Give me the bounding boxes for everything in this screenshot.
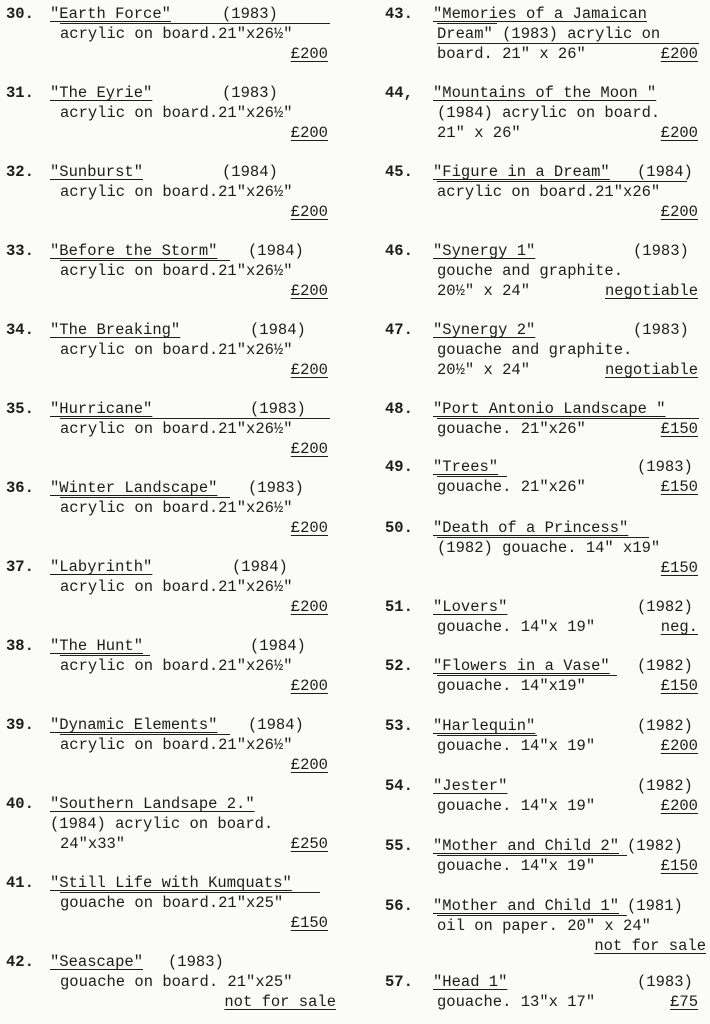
entry-medium: gouache. 13"x 17"	[437, 993, 596, 1011]
entry-number: 43.	[385, 5, 413, 23]
entry-year: (1984)	[637, 163, 693, 181]
medium-rule	[60, 497, 230, 498]
entry-number: 46.	[385, 242, 413, 260]
entry-medium: gouache and graphite.	[437, 341, 633, 359]
entry-year: (1983)	[222, 5, 278, 23]
entry-number: 56.	[385, 897, 413, 915]
entry-price: £150	[290, 914, 328, 932]
entry-number: 32.	[6, 163, 34, 181]
entry-detail: (1984) acrylic on board.	[50, 815, 274, 833]
entry-medium: gouache. 14"x 19"	[437, 857, 596, 875]
entry-detail: Dream" (1983) acrylic on	[437, 25, 661, 43]
entry-number: 35.	[6, 400, 34, 418]
entry-number: 36.	[6, 479, 34, 497]
entry-price: £200	[290, 282, 328, 300]
medium-rule	[437, 915, 627, 916]
entry-medium: acrylic on board.21"x26½"	[60, 104, 293, 122]
entry-title: "Dynamic Elements"	[50, 716, 218, 734]
entry-price: £150	[660, 478, 698, 496]
entry-year: (1983)	[222, 84, 278, 102]
entry-medium: acrylic on board.21"x26½"	[60, 262, 293, 280]
entry-price: £150	[660, 857, 698, 875]
medium-rule	[60, 260, 230, 261]
entry-title: "Labyrinth"	[50, 558, 153, 576]
entry-title: "Figure in a Dream"	[433, 163, 610, 181]
entry-title: "Earth Force"	[50, 5, 171, 23]
entry-price: negotiable	[604, 282, 698, 300]
entry-price: £75	[670, 993, 698, 1011]
medium-rule	[437, 418, 699, 419]
entry-detail: (1984) acrylic on board.	[437, 104, 661, 122]
entry-number: 47.	[385, 321, 413, 339]
entry-title: "Jester"	[433, 777, 508, 795]
entry-year: (1982)	[627, 837, 683, 855]
entry-medium: acrylic on board.21"x26½"	[60, 578, 293, 596]
entry-price: £200	[290, 124, 328, 142]
entry-year: (1981)	[627, 897, 683, 915]
catalogue-column-right	[385, 0, 710, 1024]
entry-price: £150	[660, 677, 698, 695]
entry-title: "Seascape"	[50, 953, 144, 971]
entry-title: "Head 1"	[433, 973, 508, 991]
entry-medium: gouache. 14"x 19"	[437, 618, 596, 636]
entry-title: "Synergy 2"	[433, 321, 536, 339]
entry-number: 52.	[385, 657, 413, 675]
entry-medium: acrylic on board.21"x26½"	[60, 657, 293, 675]
entry-year: (1984)	[222, 163, 278, 181]
entry-price: £200	[660, 203, 698, 221]
entry-title: "Winter Landscape"	[50, 479, 218, 497]
entry-medium: gouache on board. 21"x25"	[60, 973, 293, 991]
entry-medium: oil on paper. 20" x 24"	[437, 917, 651, 935]
entry-year: (1984)	[250, 321, 306, 339]
entry-medium: acrylic on board.21"x26½"	[60, 736, 293, 754]
entry-year: (1983)	[633, 242, 689, 260]
entry-number: 49.	[385, 458, 413, 476]
entry-title: "Mother and Child 1"	[433, 897, 620, 915]
entry-year: (1983)	[168, 953, 224, 971]
entry-number: 53.	[385, 717, 413, 735]
medium-rule	[437, 537, 649, 538]
entry-price: £200	[290, 677, 328, 695]
entry-price: £200	[660, 797, 698, 815]
entry-title: "Mother and Child 2"	[433, 837, 620, 855]
entry-number: 30.	[6, 5, 34, 23]
entry-title: "Sunburst"	[50, 163, 144, 181]
entry-title: "The Hunt"	[50, 637, 144, 655]
entry-dimensions: board. 21" x 26"	[437, 45, 586, 63]
entry-price: £150	[660, 559, 698, 577]
entry-price: £200	[660, 124, 698, 142]
entry-year: (1982)	[637, 717, 693, 735]
entry-title: "Flowers in a Vase"	[433, 657, 610, 675]
entry-number: 45.	[385, 163, 413, 181]
entry-number: 37.	[6, 558, 34, 576]
entry-price: £200	[660, 45, 698, 63]
entry-year: (1983)	[637, 973, 693, 991]
medium-rule	[437, 181, 687, 182]
entry-title: "Harlequin"	[433, 717, 536, 735]
entry-title: "Lovers"	[433, 598, 508, 616]
entry-number: 57.	[385, 973, 413, 991]
medium-rule	[437, 675, 617, 676]
entry-dimensions: 24"x33"	[60, 835, 126, 853]
entry-medium: gouache on board.21"x25"	[60, 894, 284, 912]
entry-title: "Synergy 1"	[433, 242, 536, 260]
entry-medium: gouache. 14"x 19"	[437, 737, 596, 755]
entry-title: "Still Life with Kumquats"	[50, 874, 292, 892]
entry-year: (1982)	[637, 657, 693, 675]
entry-year: (1984)	[248, 242, 304, 260]
entry-number: 55.	[385, 837, 413, 855]
entry-medium: gouache. 14"x19"	[437, 677, 586, 695]
entry-price: £200	[290, 598, 328, 616]
entry-number: 39.	[6, 716, 34, 734]
medium-rule	[437, 855, 627, 856]
entry-title: "Trees"	[433, 458, 499, 476]
entry-medium: acrylic on board.21"x26½"	[60, 499, 293, 517]
entry-number: 51.	[385, 598, 413, 616]
entry-dimensions: 20½" x 24"	[437, 361, 531, 379]
entry-dimensions: 20½" x 24"	[437, 282, 531, 300]
medium-rule	[60, 892, 320, 893]
entry-year: (1984)	[250, 637, 306, 655]
entry-number: 41.	[6, 874, 34, 892]
entry-title: "Mountains of the Moon "	[433, 84, 657, 102]
medium-rule	[60, 734, 230, 735]
entry-year: (1983)	[248, 479, 304, 497]
entry-year: (1983)	[250, 400, 306, 418]
medium-rule	[437, 23, 497, 24]
entry-number: 48.	[385, 400, 413, 418]
catalogue-column-left	[0, 0, 350, 1024]
entry-price: neg.	[660, 618, 698, 636]
entry-number: 31.	[6, 84, 34, 102]
entry-number: 40.	[6, 795, 34, 813]
entry-price: £250	[290, 835, 328, 853]
entry-price: £200	[290, 203, 328, 221]
entry-medium: gouache. 21"x26"	[437, 420, 586, 438]
entry-medium: gouache. 14"x 19"	[437, 797, 596, 815]
entry-medium: acrylic on board.21"x26½"	[60, 341, 293, 359]
entry-medium: acrylic on board.21"x26½"	[60, 420, 293, 438]
medium-rule	[60, 655, 150, 656]
entry-title: "Southern Landsape 2."	[50, 795, 255, 813]
entry-title: "Port Antonio Landscape "	[433, 400, 666, 418]
medium-rule	[60, 418, 330, 419]
entry-price: not for sale	[594, 937, 706, 955]
entry-year: (1983)	[633, 321, 689, 339]
medium-rule	[437, 476, 507, 477]
entry-price: £200	[290, 361, 328, 379]
entry-price: negotiable	[604, 361, 698, 379]
entry-number: 38.	[6, 637, 34, 655]
entry-number: 33.	[6, 242, 34, 260]
entry-year: (1984)	[232, 558, 288, 576]
entry-price: £200	[290, 519, 328, 537]
entry-price: £200	[290, 756, 328, 774]
entry-price: not for sale	[224, 993, 336, 1011]
entry-medium: acrylic on board.21"x26½"	[60, 183, 293, 201]
medium-rule	[437, 735, 537, 736]
entry-dimensions: 21" x 26"	[437, 124, 521, 142]
entry-medium: acrylic on board.21"x26½"	[60, 25, 293, 43]
entry-title: "Death of a Princess"	[433, 519, 629, 537]
medium-rule	[60, 23, 330, 24]
entry-title: "The Eyrie"	[50, 84, 153, 102]
entry-title: "Hurricane"	[50, 400, 153, 418]
entry-number: 50.	[385, 519, 413, 537]
entry-price: £200	[290, 440, 328, 458]
entry-number: 44,	[385, 84, 413, 102]
entry-price: £150	[660, 420, 698, 438]
entry-medium: gouache. 21"x26"	[437, 478, 586, 496]
entry-title: "The Breaking"	[50, 321, 181, 339]
entry-price: £200	[660, 737, 698, 755]
entry-year: (1982)	[637, 598, 693, 616]
entry-title: "Before the Storm"	[50, 242, 218, 260]
entry-number: 42.	[6, 953, 34, 971]
entry-year: (1984)	[248, 716, 304, 734]
entry-year: (1983)	[637, 458, 693, 476]
entry-medium: acrylic on board.21"x26"	[437, 183, 661, 201]
entry-detail: (1982) gouache. 14" x19"	[437, 539, 661, 557]
entry-price: £200	[290, 45, 328, 63]
entry-number: 34.	[6, 321, 34, 339]
entry-medium: gouche and graphite.	[437, 262, 624, 280]
entry-number: 54.	[385, 777, 413, 795]
entry-year: (1982)	[637, 777, 693, 795]
entry-title: "Memories of a Jamaican	[433, 5, 647, 23]
